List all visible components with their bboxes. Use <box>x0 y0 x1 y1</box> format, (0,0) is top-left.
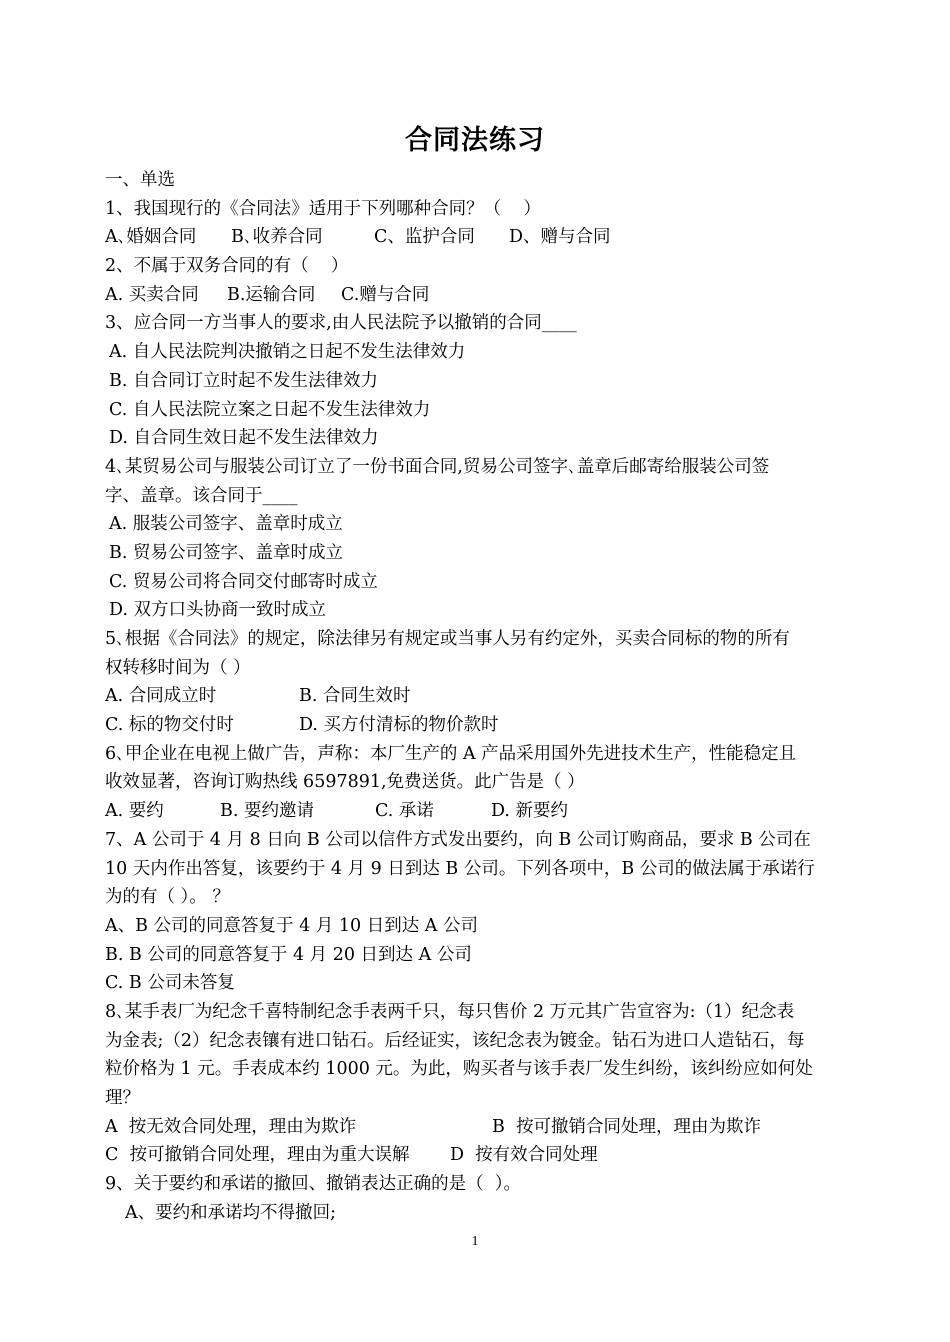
question-8-options-row-1 <box>105 1113 847 1142</box>
q6-option-b: B. 要约邀请 <box>220 801 314 822</box>
q2-option-a: A. 买卖合同 <box>105 284 199 305</box>
q7-option-b: B. B 公司的同意答复于 4 月 20 日到达 A 公司 <box>105 944 472 965</box>
q1-option-a: A､婚姻合同 <box>105 227 197 248</box>
q8-option-d: D 按有效合同处理 <box>450 1145 598 1166</box>
question-7-stem-line-3: 为的有（ ）。 ？ <box>105 887 230 908</box>
question-5-options-row-2 <box>105 711 847 740</box>
q2-option-b: B.运输合同 <box>227 284 316 305</box>
q8-option-c: C 按可撤销合同处理，理由为重大误解 <box>105 1145 410 1166</box>
q5-option-d: D. 买方付清标的物价款时 <box>299 715 499 736</box>
question-6-stem-line-1: 6､甲企业在电视上做广告，声称：本厂生产的 A 产品采用国外先进技术生产，性能稳定且 <box>105 743 797 764</box>
question-5-stem-line-1: 5､根据《合同法》的规定，除法律另有规定或当事人另有约定外，买卖合同标的物的所有 <box>105 629 790 649</box>
question-8-stem-line-4: 理？ <box>105 1088 140 1108</box>
question-8-stem-line-3: 粒价格为 1 元。手表成本约 1000 元。为此，购买者与该手表厂发生纠纷，该纠纷应如何处 <box>105 1059 813 1080</box>
q3-option-d: D. 自合同生效日起不发生法律效力 <box>109 428 379 449</box>
question-7-stem-line-2: 10 天内作出答复，该要约于 4 月 9 日到达 B 公司。下列各项中，B 公司的做法属于承诺行 <box>105 858 815 879</box>
question-6-stem-line-2: 收效显著，咨询订购热线 6597891,免费送货。此广告是（ ） <box>105 772 585 793</box>
q5-option-b: B. 合同生效时 <box>299 686 411 707</box>
q6-option-a: A. 要约 <box>105 801 164 822</box>
q6-option-c: C. 承诺 <box>375 801 434 822</box>
section-heading: 一、单选 <box>105 170 175 190</box>
q5-option-a: A. 合同成立时 <box>105 686 217 707</box>
question-2-stem: 2、不属于双务合同的有（ ） <box>105 256 349 277</box>
q4-option-d: D. 双方口头协商一致时成立 <box>109 600 327 621</box>
q8-option-b: B 按可撤销合同处理，理由为欺诈 <box>492 1116 761 1137</box>
q7-option-a: A、B 公司的同意答复于 4 月 10 日到达 A 公司 <box>105 915 478 936</box>
document-body <box>105 166 847 1227</box>
question-1-options <box>105 223 847 252</box>
question-4-stem-line-2: 字、盖章。该合同于____ <box>105 485 298 506</box>
q3-option-a: A. 自人民法院判决撤销之日起不发生法律效力 <box>109 342 466 363</box>
page-title: 合同法练习 <box>405 125 545 156</box>
question-8-stem-line-2: 为金表;（2）纪念表镶有进口钻石。后经证实，该纪念表为镀金。钻石为进口人造钻石，每 <box>105 1030 805 1051</box>
question-5-options-row-1 <box>105 682 847 711</box>
q2-option-c: C.赠与合同 <box>341 284 430 305</box>
q3-option-c: C. 自人民法院立案之日起不发生法律效力 <box>109 399 431 420</box>
q4-option-a: A. 服装公司签字、盖章时成立 <box>109 514 343 535</box>
q1-option-b: B､收养合同 <box>231 227 323 248</box>
q4-option-c: C. 贸易公司将合同交付邮寄时成立 <box>109 571 378 592</box>
question-2-options <box>105 281 847 310</box>
question-3-stem: 3、应合同一方当事人的要求,由人民法院予以撤销的合同____ <box>105 313 577 334</box>
question-7-stem-line-1: 7、A 公司于 4 月 8 日向 B 公司以信件方式发出要约，向 B 公司订购商品，要求 B 公司在 <box>105 829 811 850</box>
question-4-stem-line-1: 4､某贸易公司与服装公司订立了一份书面合同,贸易公司签字､盖章后邮寄给服装公司签 <box>105 456 770 477</box>
question-1-stem: 1、我国现行的《合同法》适用于下列哪种合同？（ ） <box>105 198 541 219</box>
q4-option-b: B. 贸易公司签字、盖章时成立 <box>109 542 343 563</box>
question-5-stem-line-2: 权转移时间为（ ） <box>105 657 251 678</box>
q5-option-c: C. 标的物交付时 <box>105 715 234 736</box>
page-number: 1 <box>471 1234 479 1249</box>
q7-option-c: C. B 公司未答复 <box>105 973 235 994</box>
question-9-stem: 9、关于要约和承诺的撤回、撤销表达正确的是（ ）。 <box>105 1174 522 1195</box>
q1-option-d: D、赠与合同 <box>509 227 611 248</box>
question-8-stem-line-1: 8､某手表厂为纪念千喜特制纪念手表两千只，每只售价 2 万元其广告宣容为:（1）纪念表 <box>105 1001 795 1022</box>
question-8-options-row-2 <box>105 1141 847 1170</box>
question-6-options <box>105 797 847 826</box>
q3-option-b: B. 自合同订立时起不发生法律效力 <box>109 370 378 391</box>
q6-option-d: D. 新要约 <box>491 801 569 822</box>
q1-option-c: C、监护合同 <box>374 227 475 248</box>
q8-option-a: A 按无效合同处理，理由为欺诈 <box>105 1116 357 1137</box>
q9-option-a: A、要约和承诺均不得撤回; <box>125 1202 337 1223</box>
